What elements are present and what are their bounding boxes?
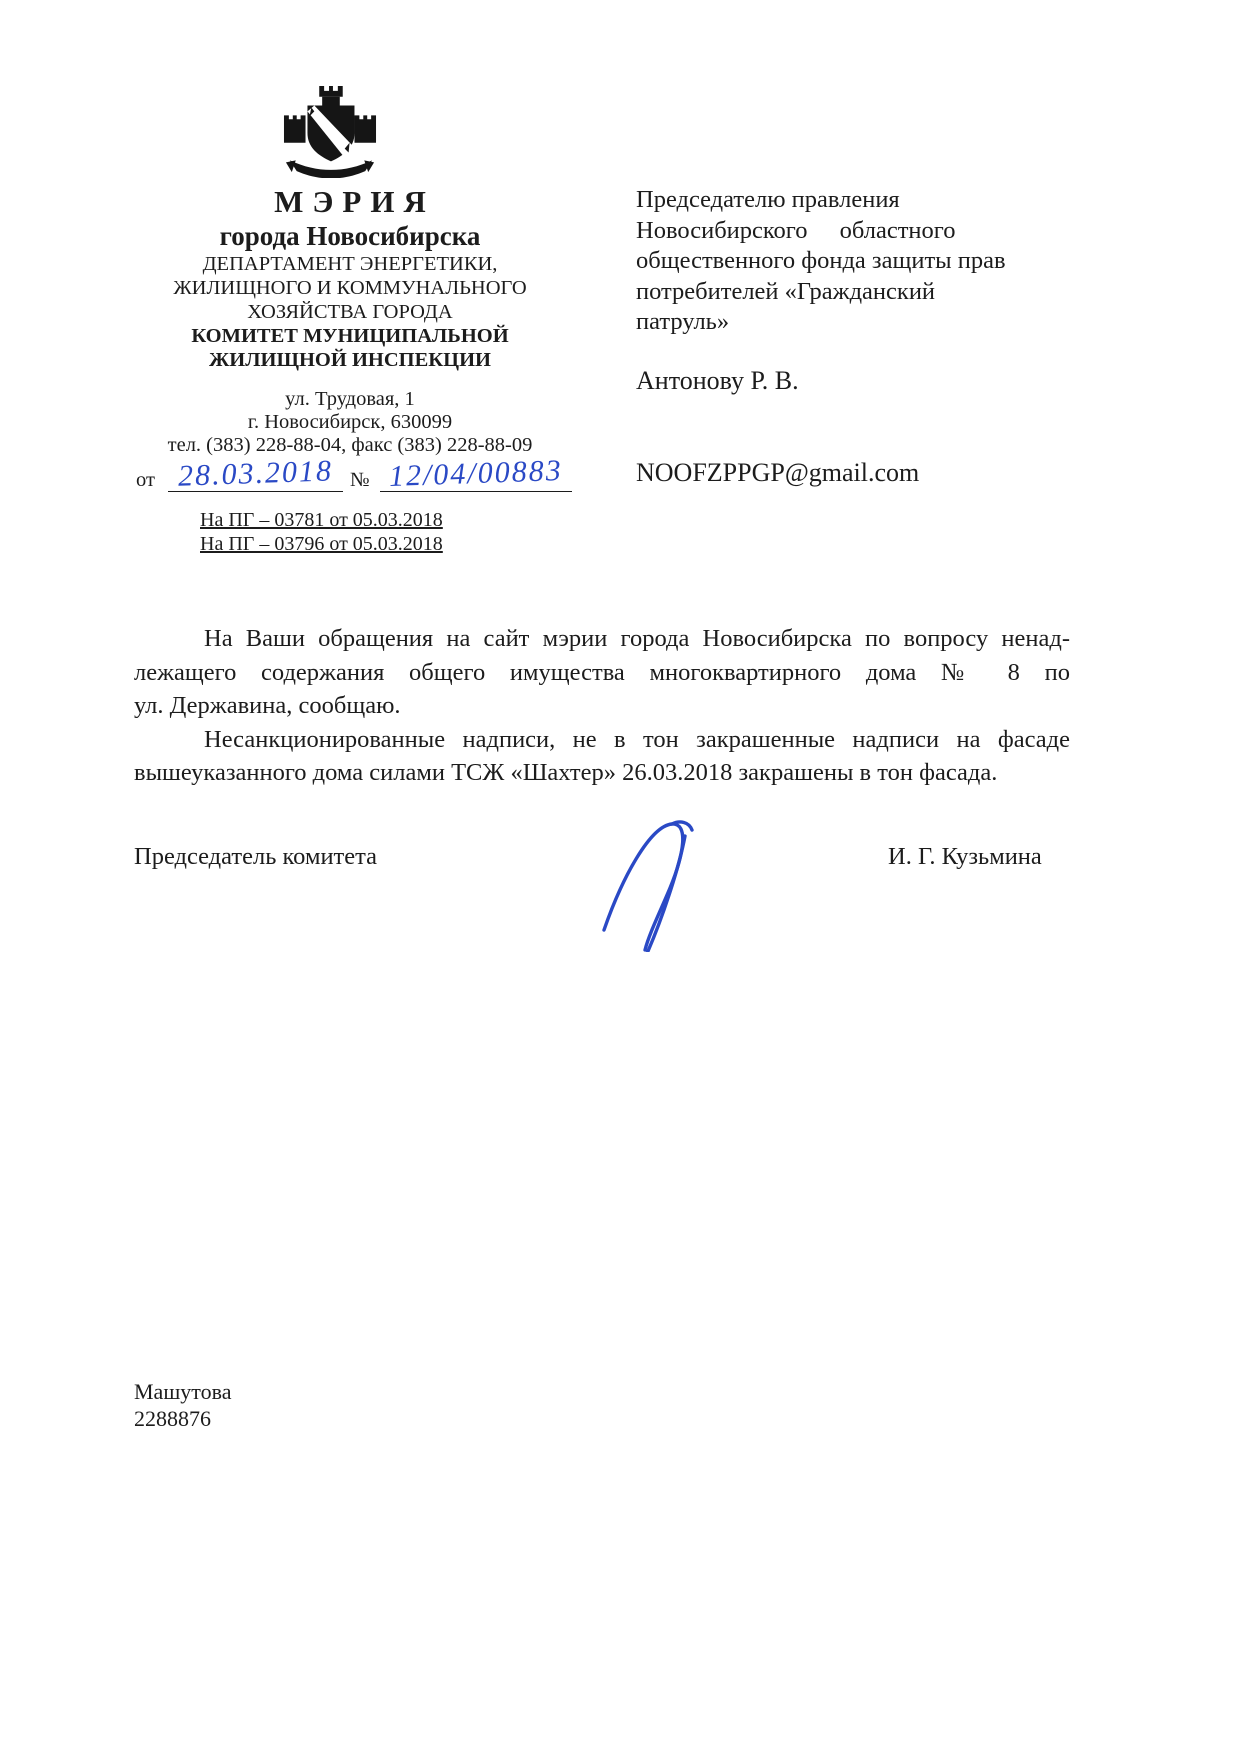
date-label: от xyxy=(136,469,155,491)
body-line: На Ваши обращения на сайт мэрии города Новосибирска по вопросу ненад- xyxy=(204,625,1070,652)
recipient-email: NOOFZPPGP@gmail.com xyxy=(636,458,920,487)
org-name-top: МЭРИЯ xyxy=(274,184,435,219)
department-line: ДЕПАРТАМЕНТ ЭНЕРГЕТИКИ, xyxy=(202,253,498,275)
department-line: ЖИЛИЩНОГО И КОММУНАЛЬНОГО xyxy=(173,277,527,299)
date-number-row xyxy=(136,450,572,498)
signature-stroke-icon xyxy=(588,812,738,952)
body-line: Несанкционированные надписи, не в тон закрашенные надписи на фасаде xyxy=(204,725,1070,753)
recipient-block xyxy=(636,185,1076,338)
signer-name: И. Г. Кузьмина xyxy=(888,843,1042,870)
reference-line: На ПГ – 03781 от 05.03.2018 xyxy=(200,509,443,531)
recipient-line: потребителей «Гражданский xyxy=(636,277,936,305)
recipient-line: Новосибирского областного xyxy=(636,216,956,244)
coat-of-arms-icon xyxy=(276,84,384,178)
address-phone-fax: тел. (383) 228-88-04, факс (383) 228-88-09 xyxy=(167,434,533,456)
committee-name xyxy=(130,324,570,372)
signer-position: Председатель комитета xyxy=(134,843,378,870)
org-address xyxy=(130,388,570,457)
recipient-line: Председателю правления xyxy=(636,186,900,213)
body-line: лежащего содержания общего имущества многоквартирного дома № 8 по xyxy=(134,658,1070,686)
executor-name: Машутова xyxy=(134,1379,232,1404)
reference-lines xyxy=(200,508,443,556)
body-line: вышеуказанного дома силами ТСЖ «Шахтер» 26.03.2018 закрашены в тон фасада. xyxy=(134,759,998,786)
address-city: г. Новосибирск, 630099 xyxy=(247,411,453,433)
body-line: ул. Державина, сообщаю. xyxy=(134,692,401,719)
handwritten-date: 28.03.2018 xyxy=(168,457,343,492)
novosibirsk-emblem xyxy=(276,84,384,178)
letter-body xyxy=(134,622,1070,790)
recipient-name: Антонову Р. В. xyxy=(636,366,799,395)
handwritten-signature xyxy=(588,812,738,952)
executor-phone: 2288876 xyxy=(134,1406,211,1431)
org-name-city: города Новосибирска xyxy=(219,221,481,251)
reference-line: На ПГ – 03796 от 05.03.2018 xyxy=(200,533,443,555)
handwritten-number: 12/04/00883 xyxy=(380,457,572,492)
number-label: № xyxy=(350,469,370,491)
committee-line: КОМИТЕТ МУНИЦИПАЛЬНОЙ xyxy=(191,325,509,347)
address-street: ул. Трудовая, 1 xyxy=(285,388,415,410)
recipient-line: патруль» xyxy=(636,308,730,335)
department-name xyxy=(130,252,570,324)
committee-line: ЖИЛИЩНОЙ ИНСПЕКЦИИ xyxy=(209,349,491,371)
recipient-line: общественного фонда защиты прав xyxy=(636,247,1006,274)
executor-block xyxy=(134,1378,231,1432)
department-line: ХОЗЯЙСТВА ГОРОДА xyxy=(247,301,453,323)
